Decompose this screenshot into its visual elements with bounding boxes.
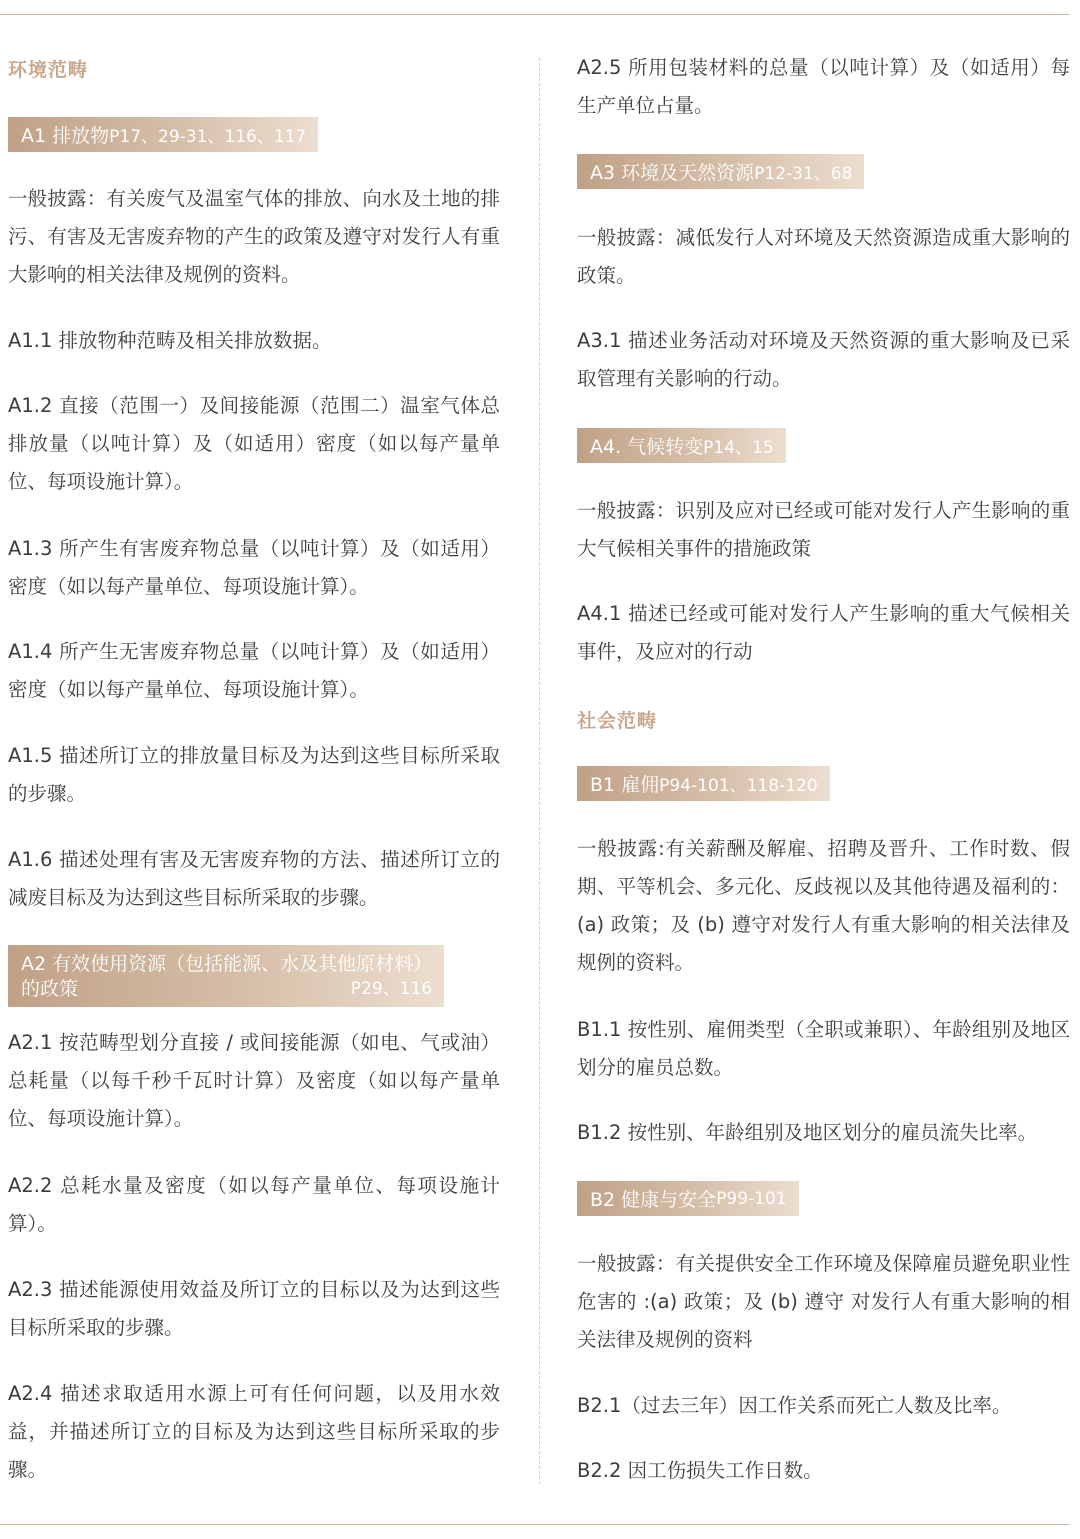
category-heading-social: 社会范畴 [577,710,658,732]
b1-general-disclosure: 一般披露:有关薪酬及解雇、招聘及晋升、工作时数、假期、平等机会、多元化、反歧视以及其他待遇及福利的：(a) 政策；及 (b) 遵守对发行人有重大影响的相关法律及规例的资料。 [577,837,1070,974]
section-title: A4. 气候转变 [590,436,704,458]
a4-general-disclosure: 一般披露：识别及应对已经或可能对发行人产生影响的重大气候相关事件的措施政策 [577,499,1070,560]
a2-4: A2.4 描述求取适用水源上可有任何问题，以及用水效益，并描述所订立的目标及为达到这些目标所采取的步骤。 [8,1382,500,1481]
b2-general-disclosure: 一般披露：有关提供安全工作环境及保障雇员避免职业性危害的 :(a) 政策；及 (b) 遵守 对发行人有重大影响的相关法律及规例的资料 [577,1252,1070,1351]
a1-5: A1.5 描述所订立的排放量目标及为达到这些目标所采取的步骤。 [8,744,500,805]
section-bar-a1 [8,117,318,152]
page-reference: P17、29-31、116、117 [109,127,307,147]
top-rule [0,14,1070,15]
section-title-continued: 的政策 [21,978,79,1000]
page-reference: P29、116 [350,979,433,999]
column-divider [539,58,540,1484]
a1-4: A1.4 所产生无害废弃物总量（以吨计算）及（如适用）密度（如以每产量单位、每项设施计算）。 [8,640,500,701]
section-bar-b1 [577,766,830,801]
a3-general-disclosure: 一般披露：减低发行人对环境及天然资源造成重大影响的政策。 [577,226,1070,287]
a2-2: A2.2 总耗水量及密度（如以每产量单位、每项设施计算）。 [8,1174,500,1235]
b1-2: B1.2 按性别、年龄组别及地区划分的雇员流失比率。 [577,1121,1038,1144]
section-bar-a2 [8,945,444,1007]
a1-6: A1.6 描述处理有害及无害废弃物的方法、描述所订立的减废目标及为达到这些目标所采取的步骤。 [8,848,500,909]
category-heading-environment: 环境范畴 [8,59,89,81]
a2-5: A2.5 所用包装材料的总量（以吨计算）及（如适用）每生产单位占量。 [577,56,1070,117]
a1-1: A1.1 排放物种范畴及相关排放数据。 [8,329,332,352]
section-title: B1 雇佣 [590,774,660,796]
a4-1: A4.1 描述已经或可能对发行人产生影响的重大气候相关事件，及应对的行动 [577,602,1070,663]
page-reference: P14、15 [703,438,774,458]
section-bar-b2 [577,1181,799,1216]
b1-1: B1.1 按性别、雇佣类型（全职或兼职）、年龄组别及地区划分的雇员总数。 [577,1018,1070,1079]
b2-2: B2.2 因工伤损失工作日数。 [577,1459,823,1482]
page-reference: P94-101、118-120 [659,776,818,796]
a1-2: A1.2 直接（范围一）及间接能源（范围二）温室气体总排放量（以吨计算）及（如适用）密度（如以每产量单位、每项设施计算）。 [8,394,500,493]
section-title: A1 排放物 [21,125,110,147]
a1-general-disclosure: 一般披露：有关废气及温室气体的排放、向水及土地的排污、有害及无害废弃物的产生的政策及遵守对发行人有重大影响的相关法律及规例的资料。 [8,187,500,286]
a1-3: A1.3 所产生有害废弃物总量（以吨计算）及（如适用）密度（如以每产量单位、每项设施计算）。 [8,537,500,598]
section-bar-a3 [577,154,864,189]
section-title: B2 健康与安全 [590,1189,717,1211]
a2-1: A2.1 按范畴型划分直接 / 或间接能源（如电、气或油）总耗量（以每千秒千瓦时计算）及密度（如以每产量单位、每项设施计算）。 [8,1031,500,1130]
page-reference: P12-31、68 [754,164,853,184]
page-reference: P99-101 [716,1188,787,1209]
a2-3: A2.3 描述能源使用效益及所订立的目标以及为达到这些目标所采取的步骤。 [8,1278,500,1339]
section-title: A3 环境及天然资源 [590,162,755,184]
section-bar-a4 [577,428,786,463]
section-title: A2 有效使用资源（包括能源、水及其他原材料） [21,953,433,975]
bottom-rule [0,1524,1070,1525]
a3-1: A3.1 描述业务活动对环境及天然资源的重大影响及已采取管理有关影响的行动。 [577,329,1070,390]
b2-1: B2.1（过去三年）因工作关系而死亡人数及比率。 [577,1394,1012,1417]
